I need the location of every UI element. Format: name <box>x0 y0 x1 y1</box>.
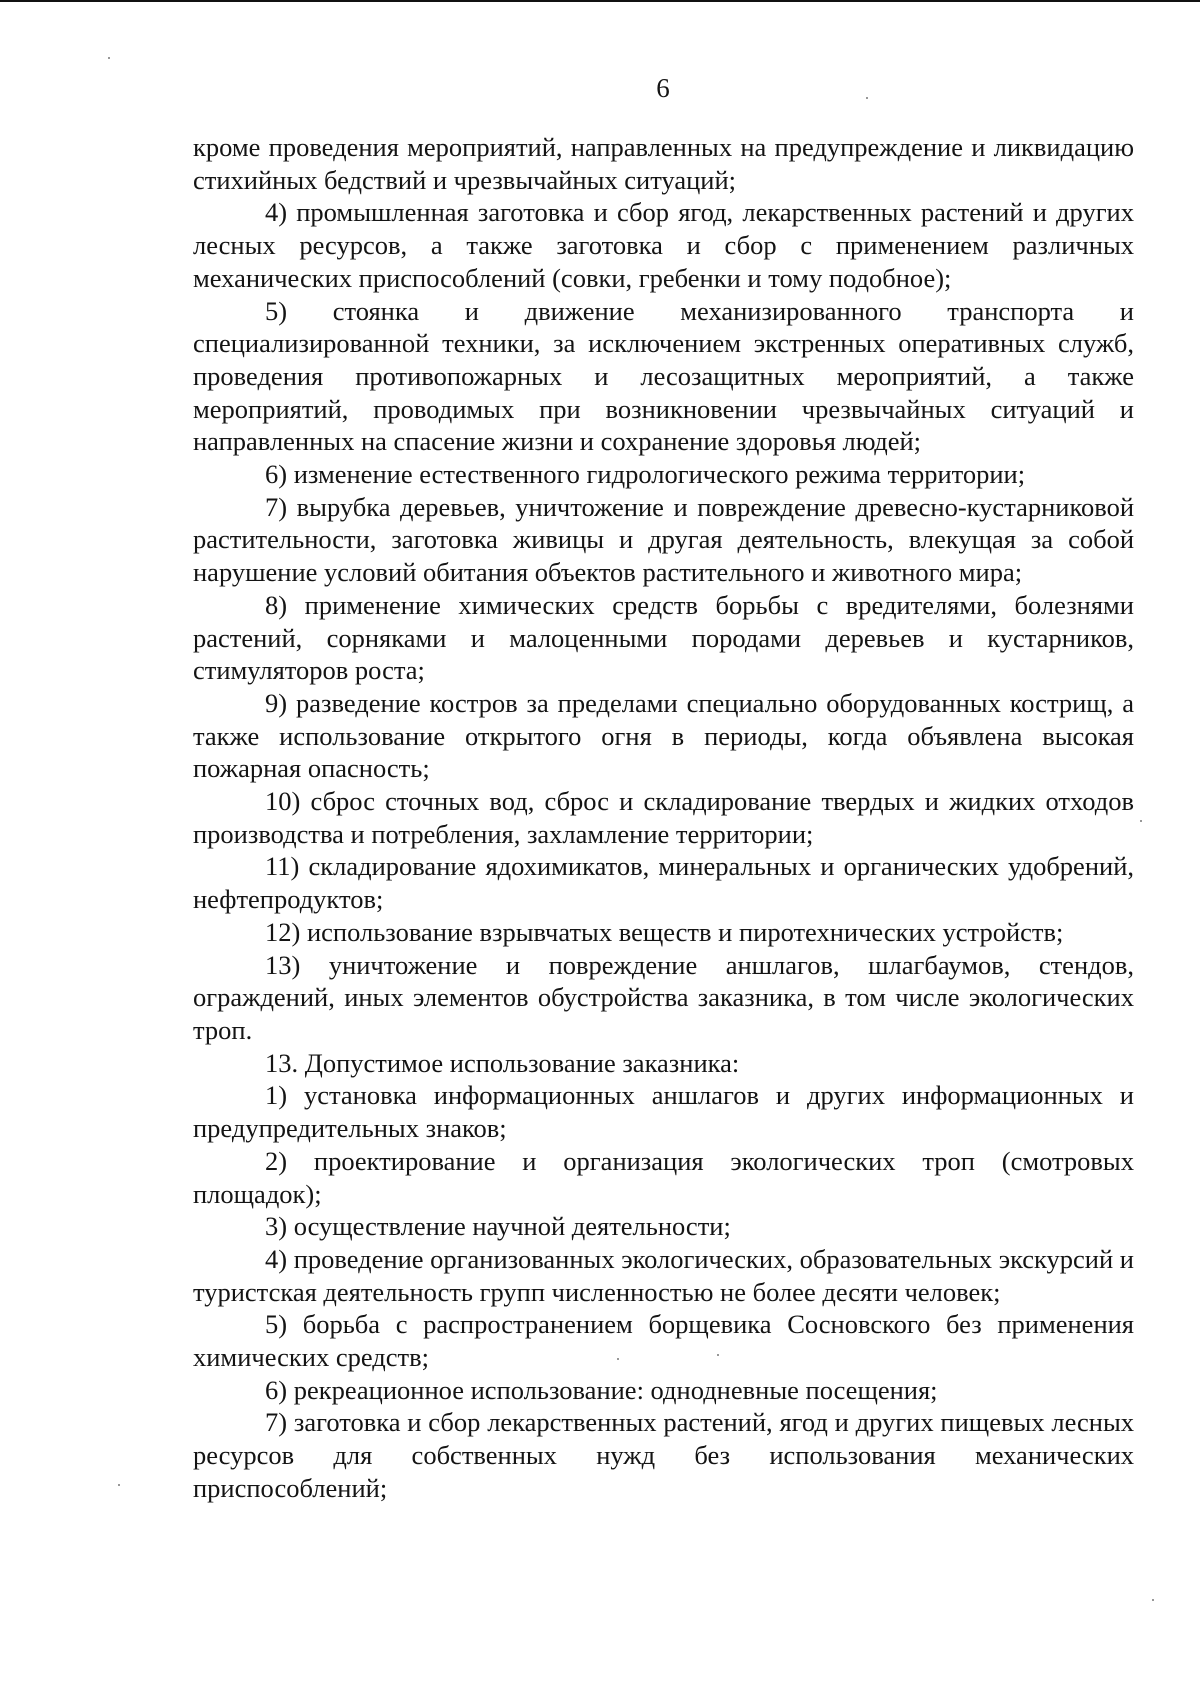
list-item: 7) вырубка деревьев, уничтожение и повреждение древесно-кустарниковой растительности, заготовка живицы и другая деятельность, влекущая за собой нарушение условий обитания объектов растительного и животного мира; <box>193 491 1134 588</box>
list-item: 11) складирование ядохимикатов, минеральных и органических удобрений, нефтепродуктов; <box>193 851 1134 915</box>
scan-speck <box>108 57 110 59</box>
scan-speck <box>617 1358 619 1360</box>
list-item: 9) разведение костров за пределами специально оборудованных кострищ, а также использование открытого огня в периоды, когда объявлена высокая пожарная опасность; <box>193 687 1134 784</box>
scan-speck <box>1140 820 1142 822</box>
list-item: 3) осуществление научной деятельности; <box>265 1211 731 1242</box>
scan-speck <box>1152 1599 1154 1601</box>
list-item: 12) использование взрывчатых веществ и пиротехнических устройств; <box>265 916 1064 947</box>
scan-speck <box>118 1484 120 1486</box>
list-item: 6) изменение естественного гидрологического режима территории; <box>265 459 1026 490</box>
list-item: 4) промышленная заготовка и сбор ягод, лекарственных растений и других лесных ресурсов, а также заготовка и сбор с применением различных механических приспособлений (совки, гребенки и тому подобное); <box>193 197 1134 293</box>
list-item: 10) сброс сточных вод, сброс и складирование твердых и жидких отходов производства и потребления, захламление территории; <box>193 786 1134 849</box>
section-heading: 13. Допустимое использование заказника: <box>265 1047 740 1078</box>
list-item: 7) заготовка и сбор лекарственных растений, ягод и других пищевых лесных ресурсов для собственных нужд без использования механических приспособлений; <box>193 1407 1134 1503</box>
list-item: 13) уничтожение и повреждение аншлагов, шлагбаумов, стендов, ограждений, иных элементов обустройства заказника, в том числе экологических троп. <box>193 949 1134 1045</box>
page-number: 6 <box>656 73 670 103</box>
list-item: 5) борьба с распространением борщевика Сосновского без применения химических средств; <box>193 1309 1134 1373</box>
scan-speck <box>866 97 868 99</box>
list-item: 8) применение химических средств борьбы с вредителями, болезнями растений, сорняками и малоценными породами деревьев и кустарников, стимуляторов роста; <box>193 589 1134 686</box>
list-item: 4) проведение организованных экологических, образовательных экскурсий и туристская деятельность групп численностью не более десяти человек; <box>193 1243 1134 1307</box>
list-item: 2) проектирование и организация экологических троп (смотровых площадок); <box>193 1145 1134 1209</box>
document-body <box>193 131 1134 1505</box>
list-item: 5) стоянка и движение механизированного транспорта и специализированной техники, за исключением экстренных оперативных служб, проведения противопожарных и лесозащитных мероприятий, а также мероприятий, проводимых при возникновении чрезвычайных ситуаций и направленных на спасение жизни и сохранение здоровья людей; <box>193 295 1134 457</box>
paragraph-continuation: кроме проведения мероприятий, направленных на предупреждение и ликвидацию стихийных бедствий и чрезвычайных ситуаций; <box>193 132 1134 195</box>
list-item: 1) установка информационных аншлагов и других информационных и предупредительных знаков; <box>193 1080 1134 1144</box>
list-item: 6) рекреационное использование: однодневные посещения; <box>265 1374 938 1405</box>
scan-speck <box>717 1354 719 1356</box>
